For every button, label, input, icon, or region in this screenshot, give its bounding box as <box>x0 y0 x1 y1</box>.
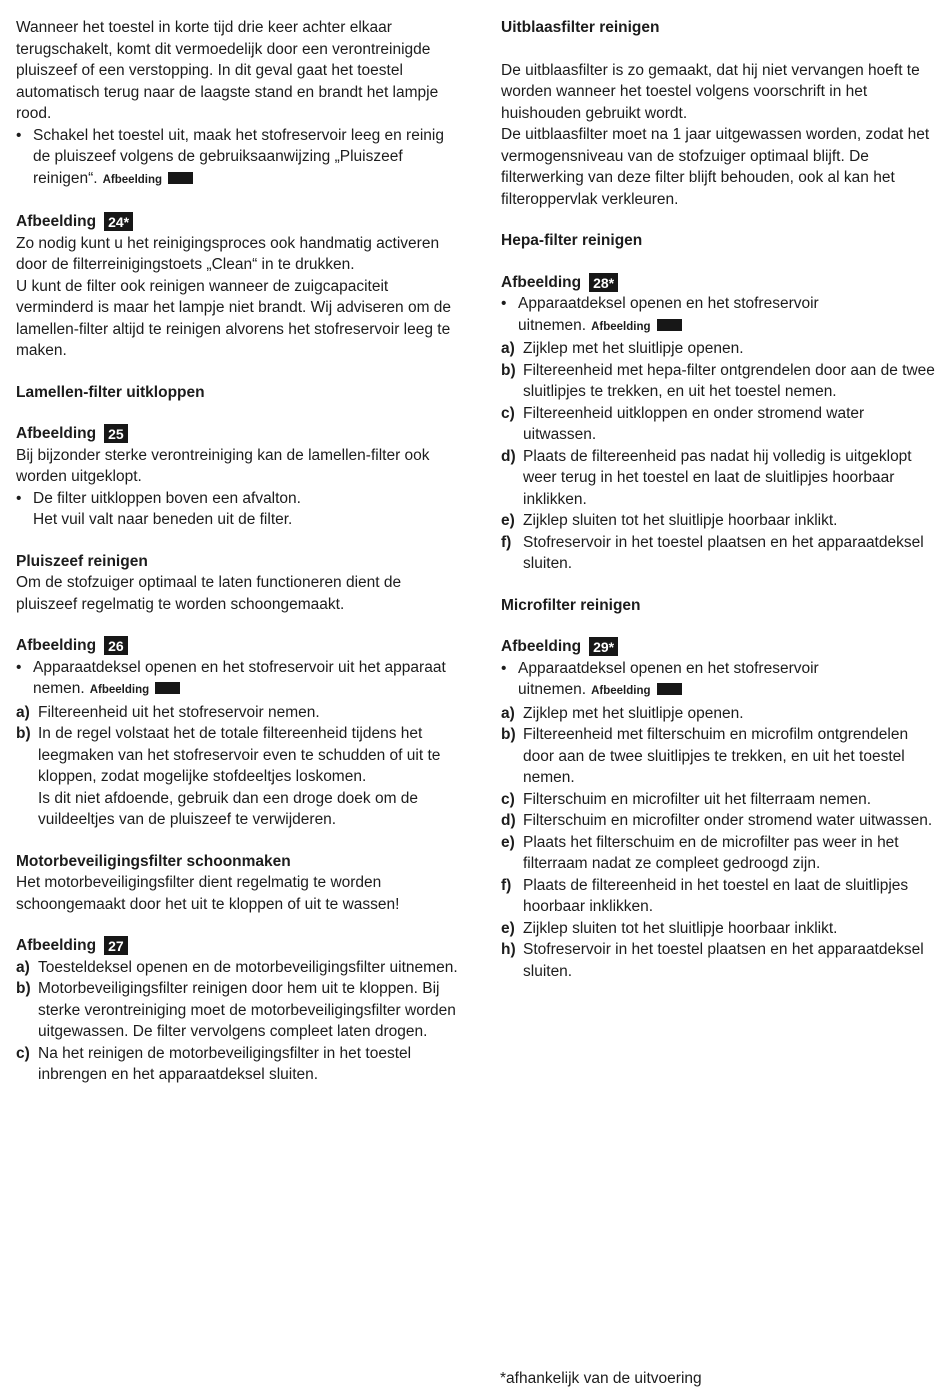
letter-marker: c) <box>16 1044 30 1062</box>
continuation-text: Het vuil valt naar beneden uit de filter. <box>33 511 293 528</box>
letter-text: Filterschuim en microfilter uit het filterraam nemen. <box>523 790 872 808</box>
figure-heading <box>16 935 459 957</box>
letter-marker: d) <box>501 812 516 829</box>
figure-ref-box <box>168 172 193 184</box>
bullet-item <box>501 293 935 338</box>
letter-marker: e) <box>501 919 515 937</box>
lettered-item <box>501 724 935 789</box>
bullet-marker: • <box>16 126 22 144</box>
figure-label: Afbeelding <box>501 273 582 291</box>
paragraph: Wanneer het toestel in korte tijd drie keer achter elkaar terugschakelt, komt dit vermoedelijk door een verontreinigde pluiszeef of een verstopping. In dit geval gaat het toestel automatisch terug naar de laagste stand en brandt het lampje rood. <box>16 19 439 122</box>
bullet-text: De filter uitkloppen boven een afvalton. Het vuil valt naar beneden uit de filter. <box>33 488 459 531</box>
section-heading: Hepa-filter reinigen <box>501 232 643 249</box>
bullet-marker: • <box>16 658 22 676</box>
bullet-text: Schakel het toestel uit, maak het stofreservoir leeg en reinig de pluiszeef volgens de gebruiksaanwijzing „Pluiszeef reinigen“. Afbeelding <box>33 126 444 187</box>
letter-text: Filtereenheid uitkloppen en onder stromend water uitwassen. <box>523 404 865 443</box>
lettered-item <box>501 918 935 940</box>
figure-heading <box>501 636 935 658</box>
lettered-item <box>501 403 935 446</box>
figure-number-badge: 25 <box>104 424 128 443</box>
paragraph: Bij bijzonder sterke verontreiniging kan de lamellen-filter ook worden uitgeklopt. <box>16 446 430 485</box>
paragraph: Het motorbeveiligingsfilter dient regelmatig te worden schoongemaakt door het uit te kloppen of uit te wassen! <box>16 874 400 913</box>
lettered-item <box>16 957 459 979</box>
lettered-item <box>501 510 935 532</box>
letter-text: Plaats het filterschuim en de microfilter pas weer in het filterraam nadat ze compleet gedroogd zijn. <box>523 833 899 872</box>
lettered-item <box>16 723 459 831</box>
letter-marker: b) <box>501 726 516 743</box>
letter-marker: d) <box>501 447 516 465</box>
figure-label: Afbeelding <box>16 937 97 954</box>
footnote: *afhankelijk van de uitvoering <box>500 1370 702 1387</box>
figure-label: Afbeelding <box>16 425 97 442</box>
letter-text: Plaats de filtereenheid pas nadat hij volledig is uitgeklopt weer terug in het toestel en laat de sluitlipjes hoorbaar inklikken. <box>523 447 912 508</box>
bullet-item <box>16 488 459 531</box>
lettered-item <box>16 978 459 1043</box>
section-heading: Lamellen-filter uitkloppen <box>16 383 205 401</box>
figure-heading <box>501 272 935 294</box>
figure-number-badge: 26 <box>104 636 128 655</box>
figure-label: Afbeelding <box>16 637 97 654</box>
letter-text: Motorbeveiligingsfilter reinigen door hem uit te kloppen. Bij sterke verontreiniging moet de motorbeveiligingsfilter worden uitgewassen. De filter vervolgens compleet laten drogen. <box>38 980 456 1040</box>
lettered-item <box>16 702 459 724</box>
figure-ref-label: Afbeelding <box>102 173 163 186</box>
section-heading: Pluiszeef reinigen <box>16 552 148 570</box>
letter-marker: a) <box>501 704 515 722</box>
lettered-item <box>501 789 935 811</box>
lettered-item <box>501 832 935 875</box>
lettered-item <box>501 338 935 360</box>
figure-number-badge: 28* <box>589 273 618 292</box>
section-heading: Microfilter reinigen <box>501 596 641 614</box>
continuation-text: Is dit niet afdoende, gebruik dan een droge doek om de vuildeeltjes van de pluiszeef te verwijderen. <box>38 789 419 828</box>
bullet-item <box>16 657 459 702</box>
letter-marker: a) <box>16 703 30 721</box>
paragraph: De uitblaasfilter moet na 1 jaar uitgewassen worden, zodat het vermogensniveau van de stofzuiger optimaal blijft. De filterwerking van deze filter blijft behouden, ook al kan het filteroppervlak verkleuren. <box>501 126 930 208</box>
letter-marker: h) <box>501 941 516 958</box>
figure-ref-label: Afbeelding <box>591 320 651 333</box>
letter-marker: c) <box>501 790 515 808</box>
figure-ref-label: Afbeelding <box>89 684 150 696</box>
figure-number-badge: 29* <box>589 637 618 656</box>
bullet-item <box>501 658 935 703</box>
letter-marker: f) <box>501 533 512 551</box>
figure-label: Afbeelding <box>16 213 97 230</box>
letter-marker: b) <box>16 980 31 997</box>
letter-marker: c) <box>501 404 515 422</box>
section-heading: Motorbeveiligingsfilter schoonmaken <box>16 852 291 870</box>
letter-text: Zijklep met het sluitlipje openen. <box>523 704 744 722</box>
letter-text: Stofreservoir in het toestel plaatsen en het apparaatdeksel sluiten. <box>523 941 924 980</box>
letter-text: Filtereenheid met filterschuim en microfilm ontgrendelen door aan de twee sluitlipjes te trekken, en uit het toestel nemen. <box>523 726 909 786</box>
letter-text: Zijklep met het sluitlipje openen. <box>523 340 744 357</box>
figure-ref-box <box>657 319 682 331</box>
bullet-text: Apparaatdeksel openen en het stofreservoir uitnemen. Afbeelding <box>518 659 819 698</box>
letter-text: Zijklep sluiten tot het sluitlipje hoorbaar inklikt. <box>523 919 838 937</box>
letter-marker: f) <box>501 876 512 894</box>
lettered-item <box>501 703 935 725</box>
letter-text: Toesteldeksel openen en de motorbeveiligingsfilter uitnemen. <box>38 958 458 976</box>
bullet-text: Apparaatdeksel openen en het stofreservoir uit het apparaat nemen. Afbeelding <box>33 658 446 697</box>
figure-heading <box>16 635 459 657</box>
lettered-item <box>16 1043 459 1086</box>
paragraph: Zo nodig kunt u het reinigingsproces ook handmatig activeren door de filterreinigingstoets „Clean“ in te drukken. <box>16 234 440 273</box>
letter-marker: e) <box>501 833 515 851</box>
lettered-item <box>501 939 935 982</box>
letter-marker: a) <box>16 958 30 976</box>
bullet-marker: • <box>16 489 22 507</box>
letter-text: Zijklep sluiten tot het sluitlipje hoorbaar inklikt. <box>523 512 838 529</box>
letter-text: Na het reinigen de motorbeveiligingsfilter in het toestel inbrengen en het apparaatdeksel sluiten. <box>38 1044 412 1083</box>
figure-ref-label: Afbeelding <box>591 685 651 697</box>
letter-text: Filtereenheid uit het stofreservoir nemen. <box>38 703 320 721</box>
lettered-item <box>501 446 935 511</box>
letter-text: Stofreservoir in het toestel plaatsen en het apparaatdeksel sluiten. <box>523 533 924 572</box>
letter-text: Filterschuim en microfilter onder stromend water uitwassen. <box>523 812 933 829</box>
letter-text: Plaats de filtereenheid in het toestel en laat de sluitlipjes hoorbaar inklikken. <box>523 876 909 915</box>
bullet-marker: • <box>501 295 507 312</box>
bullet-marker: • <box>501 659 507 677</box>
letter-marker: a) <box>501 340 515 357</box>
paragraph: De uitblaasfilter is zo gemaakt, dat hij niet vervangen hoeft te worden wanneer het toestel volgens voorschrift in het huishouden gebruikt wordt. <box>501 61 920 122</box>
figure-ref-box <box>155 682 180 694</box>
lettered-item <box>501 875 935 918</box>
lettered-item <box>501 360 935 403</box>
letter-marker: b) <box>501 361 516 379</box>
figure-label: Afbeelding <box>501 638 582 655</box>
letter-text: In de regel volstaat het de totale filtereenheid tijdens het leegmaken van het stofreservoir even te schudden of uit te kloppen, zodat mogelijke stofdeeltjes loskomen. Is dit niet afdoende, gebruik dan een droge doek om de vuildeeltjes van de pluiszeef te verwijderen. <box>38 723 459 831</box>
letter-text: Filtereenheid met hepa-filter ontgrendelen door aan de twee sluitlipjes te trekken, en uit het toestel nemen. <box>523 361 935 400</box>
section-heading: Uitblaasfilter reinigen <box>501 19 660 36</box>
figure-number-badge: 27 <box>104 936 128 955</box>
letter-marker: b) <box>16 725 31 742</box>
column-right <box>501 17 935 1086</box>
blank-line <box>501 39 935 60</box>
letter-marker: e) <box>501 512 515 529</box>
lettered-item <box>501 532 935 575</box>
figure-number-badge: 24* <box>104 212 133 231</box>
figure-heading <box>16 423 459 445</box>
bullet-text: Apparaatdeksel openen en het stofreservoir uitnemen. Afbeelding <box>518 295 819 334</box>
column-left <box>16 17 459 1086</box>
lettered-item <box>501 810 935 832</box>
figure-heading <box>16 211 459 233</box>
figure-ref-box <box>657 683 682 695</box>
bullet-item <box>16 125 459 192</box>
paragraph: Om de stofzuiger optimaal te laten functioneren dient de pluiszeef regelmatig te worden schoongemaakt. <box>16 574 402 613</box>
paragraph: U kunt de filter ook reinigen wanneer de zuigcapaciteit verminderd is maar het lampje niet brandt. Wij adviseren om de lamellen-filter altijd te reinigen alvorens het stofreservoir leeg te maken. <box>16 277 452 359</box>
